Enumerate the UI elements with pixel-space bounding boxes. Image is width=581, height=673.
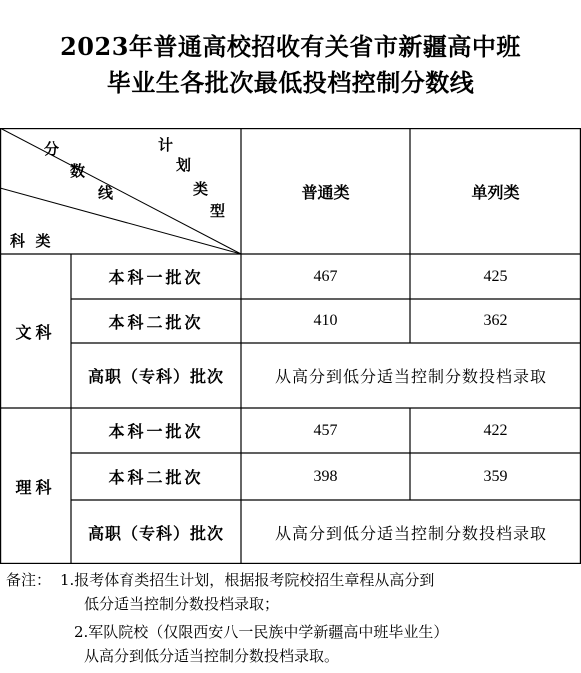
note-item-1-line-2: 低分适当控制分数投档录取； <box>84 595 280 613</box>
note-item-2-line-1: 2.军队院校（仅限西安八一民族中学新疆高中班毕业生） <box>74 623 449 641</box>
batch-label: 高职（专科）批次 <box>87 523 224 543</box>
score-table <box>0 128 581 564</box>
page-title-line-1: 2023年普通高校招收有关省市新疆高中班 <box>60 32 521 61</box>
notes-prefix: 备注： <box>6 571 52 589</box>
column-header-regular: 普通类 <box>301 182 350 202</box>
score-cell: 457 <box>313 421 338 439</box>
batch-label: 本科一批次 <box>108 268 204 287</box>
batch-label: 高职（专科）批次 <box>87 367 224 386</box>
score-cell: 425 <box>483 267 508 285</box>
note-item-1-line-1: 1.报考体育类招生计划，根据报考院校招生章程从高分到 <box>60 571 435 589</box>
subject-li: 理科 <box>15 477 56 497</box>
score-cell: 398 <box>313 467 338 485</box>
note-item-2-line-2: 从高分到低分适当控制分数投档录取。 <box>84 647 340 665</box>
column-header-separate: 单列类 <box>471 182 520 202</box>
score-cell: 410 <box>313 312 338 329</box>
corner-label-mid-1: 分 <box>44 140 60 158</box>
page-title-line-2: 毕业生各批次最低投档控制分数线 <box>106 68 475 97</box>
corner-label-mid-3: 线 <box>98 184 114 202</box>
score-cell: 362 <box>483 312 508 329</box>
score-cell: 359 <box>483 467 508 485</box>
score-cell: 467 <box>313 267 338 285</box>
score-cell: 422 <box>483 421 508 439</box>
corner-label-top-3: 类 <box>193 180 209 198</box>
batch-label: 本科一批次 <box>108 422 204 441</box>
corner-label-mid-2: 数 <box>70 162 86 180</box>
merged-note-cell: 从高分到低分适当控制分数投档录取 <box>274 367 547 386</box>
corner-label-top-2: 划 <box>176 156 192 174</box>
corner-label-bottom: 科 类 <box>10 232 51 250</box>
corner-label-top-4: 型 <box>210 202 226 220</box>
merged-note-cell: 从高分到低分适当控制分数投档录取 <box>274 523 547 543</box>
corner-label-top-1: 计 <box>158 136 174 154</box>
batch-label: 本科二批次 <box>108 468 204 487</box>
batch-label: 本科二批次 <box>108 312 204 332</box>
subject-wen: 文科 <box>15 322 56 342</box>
